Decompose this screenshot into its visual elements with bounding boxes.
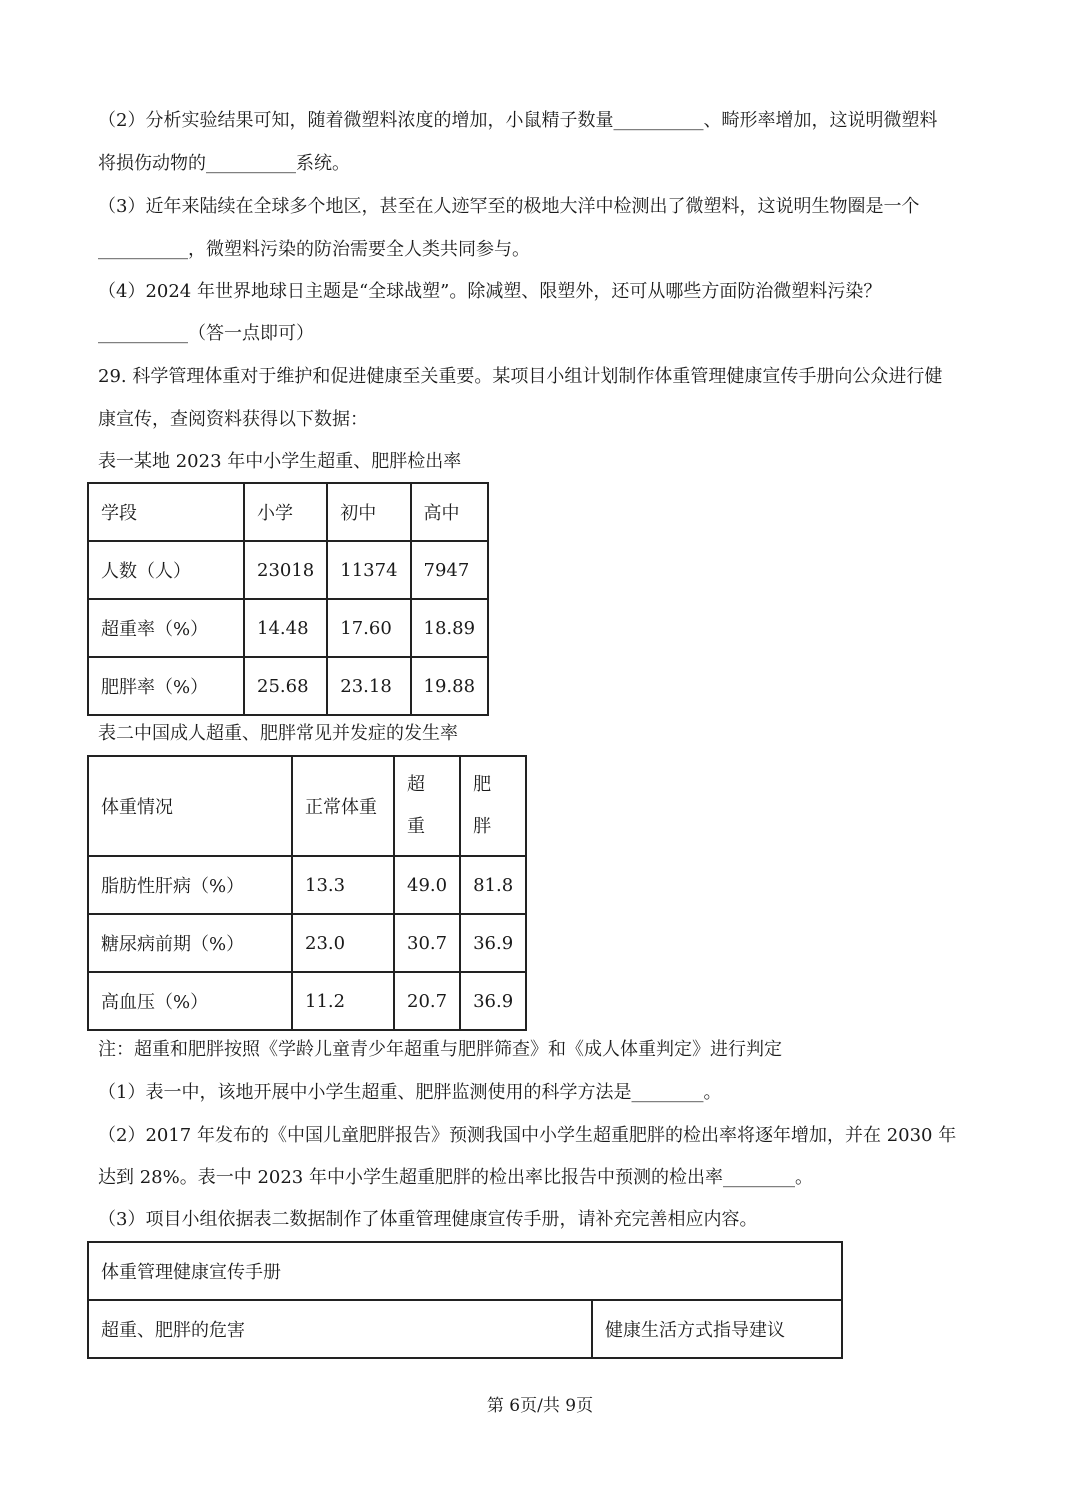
table-3-brochure bbox=[87, 1241, 843, 1359]
table2-header-cell: 体重情况 bbox=[88, 756, 292, 856]
table2-header-cell-overweight bbox=[394, 756, 460, 856]
table-2 bbox=[87, 755, 527, 1031]
table2-cell: 糖尿病前期（%） bbox=[88, 914, 292, 972]
table1-header-cell: 小学 bbox=[244, 483, 327, 541]
table2-header-cell: 正常体重 bbox=[292, 756, 394, 856]
page-footer: 第 6页/共 9页 bbox=[486, 1396, 594, 1416]
table2-cell: 36.9 bbox=[460, 972, 526, 1030]
table2-cell: 脂肪性肝病（%） bbox=[88, 856, 292, 914]
table3-advice-cell: 健康生活方式指导建议 bbox=[592, 1300, 842, 1358]
table-1 bbox=[87, 482, 489, 716]
table2-caption: 表二中国成人超重、肥胖常见并发症的发生率 bbox=[98, 723, 458, 744]
table1-cell: 人数（人） bbox=[88, 541, 244, 599]
table2-cell: 13.3 bbox=[292, 856, 394, 914]
table2-header-text: 超 bbox=[407, 774, 425, 795]
table1-row bbox=[88, 657, 488, 715]
table2-row bbox=[88, 972, 526, 1030]
table1-cell: 14.48 bbox=[244, 599, 327, 657]
table1-cell: 超重率（%） bbox=[88, 599, 244, 657]
table3-title-row bbox=[88, 1242, 842, 1300]
table2-cell: 20.7 bbox=[394, 972, 460, 1030]
table-note: 注：超重和肥胖按照《学龄儿童青少年超重与肥胖筛查》和《成人体重判定》进行判定 bbox=[98, 1039, 782, 1060]
q29-intro-line1: 29. 科学管理体重对于维护和促进健康至关重要。某项目小组计划制作体重管理健康宣传手册向公众进行健 bbox=[98, 366, 943, 387]
table3-row bbox=[88, 1300, 842, 1358]
table2-row bbox=[88, 914, 526, 972]
table2-row bbox=[88, 856, 526, 914]
table1-header-cell: 学段 bbox=[88, 483, 244, 541]
table2-cell: 11.2 bbox=[292, 972, 394, 1030]
table1-cell: 25.68 bbox=[244, 657, 327, 715]
table3-harms-cell: 超重、肥胖的危害 bbox=[88, 1300, 592, 1358]
table1-row bbox=[88, 599, 488, 657]
sub-question-1: （1）表一中，该地开展中小学生超重、肥胖监测使用的科学方法是________。 bbox=[98, 1082, 722, 1103]
table1-cell: 23018 bbox=[244, 541, 327, 599]
table1-cell: 11374 bbox=[327, 541, 410, 599]
table2-header-row bbox=[88, 756, 526, 856]
table2-cell: 23.0 bbox=[292, 914, 394, 972]
q2-line2: 将损伤动物的__________系统。 bbox=[98, 153, 350, 174]
table3-title-cell: 体重管理健康宣传手册 bbox=[88, 1242, 842, 1300]
table1-cell: 17.60 bbox=[327, 599, 410, 657]
table1-row bbox=[88, 541, 488, 599]
table2-header-text: 胖 bbox=[473, 816, 492, 837]
sub-question-3: （3）项目小组依据表二数据制作了体重管理健康宣传手册，请补充完善相应内容。 bbox=[98, 1209, 758, 1230]
q3-line1: （3）近年来陆续在全球多个地区，甚至在人迹罕至的极地大洋中检测出了微塑料，这说明生物圈是一个 bbox=[98, 196, 920, 217]
table2-cell: 30.7 bbox=[394, 914, 460, 972]
table1-cell: 7947 bbox=[411, 541, 489, 599]
table1-cell: 19.88 bbox=[411, 657, 489, 715]
q29-intro-line2: 康宣传，查阅资料获得以下数据： bbox=[98, 409, 368, 430]
sub-question-2-line2: 达到 28%。表一中 2023 年中小学生超重肥胖的检出率比报告中预测的检出率________。 bbox=[98, 1167, 813, 1188]
q4-line2: __________（答一点即可） bbox=[98, 323, 314, 344]
q2-line1: （2）分析实验结果可知，随着微塑料浓度的增加，小鼠精子数量__________、畸形率增加，这说明微塑料 bbox=[98, 110, 938, 131]
table2-cell: 高血压（%） bbox=[88, 972, 292, 1030]
table2-header-cell-obese bbox=[460, 756, 526, 856]
table1-caption: 表一某地 2023 年中小学生超重、肥胖检出率 bbox=[98, 451, 462, 472]
sub-question-2-line1: （2）2017 年发布的《中国儿童肥胖报告》预测我国中小学生超重肥胖的检出率将逐年增加，并在 2030 年 bbox=[98, 1125, 957, 1146]
table2-header-text: 肥 bbox=[473, 774, 492, 795]
q3-line2: __________，微塑料污染的防治需要全人类共同参与。 bbox=[98, 239, 530, 260]
table2-cell: 49.0 bbox=[394, 856, 460, 914]
table1-cell: 肥胖率（%） bbox=[88, 657, 244, 715]
table1-header-cell: 初中 bbox=[327, 483, 410, 541]
table1-header-row bbox=[88, 483, 488, 541]
table2-cell: 81.8 bbox=[460, 856, 526, 914]
table1-cell: 23.18 bbox=[327, 657, 410, 715]
table1-header-cell: 高中 bbox=[411, 483, 489, 541]
table1-cell: 18.89 bbox=[411, 599, 489, 657]
q4-line1: （4）2024 年世界地球日主题是“全球战塑”。除减塑、限塑外，还可从哪些方面防治微塑料污染？ bbox=[98, 281, 882, 302]
table2-cell: 36.9 bbox=[460, 914, 526, 972]
table2-header-text: 重 bbox=[407, 816, 425, 837]
